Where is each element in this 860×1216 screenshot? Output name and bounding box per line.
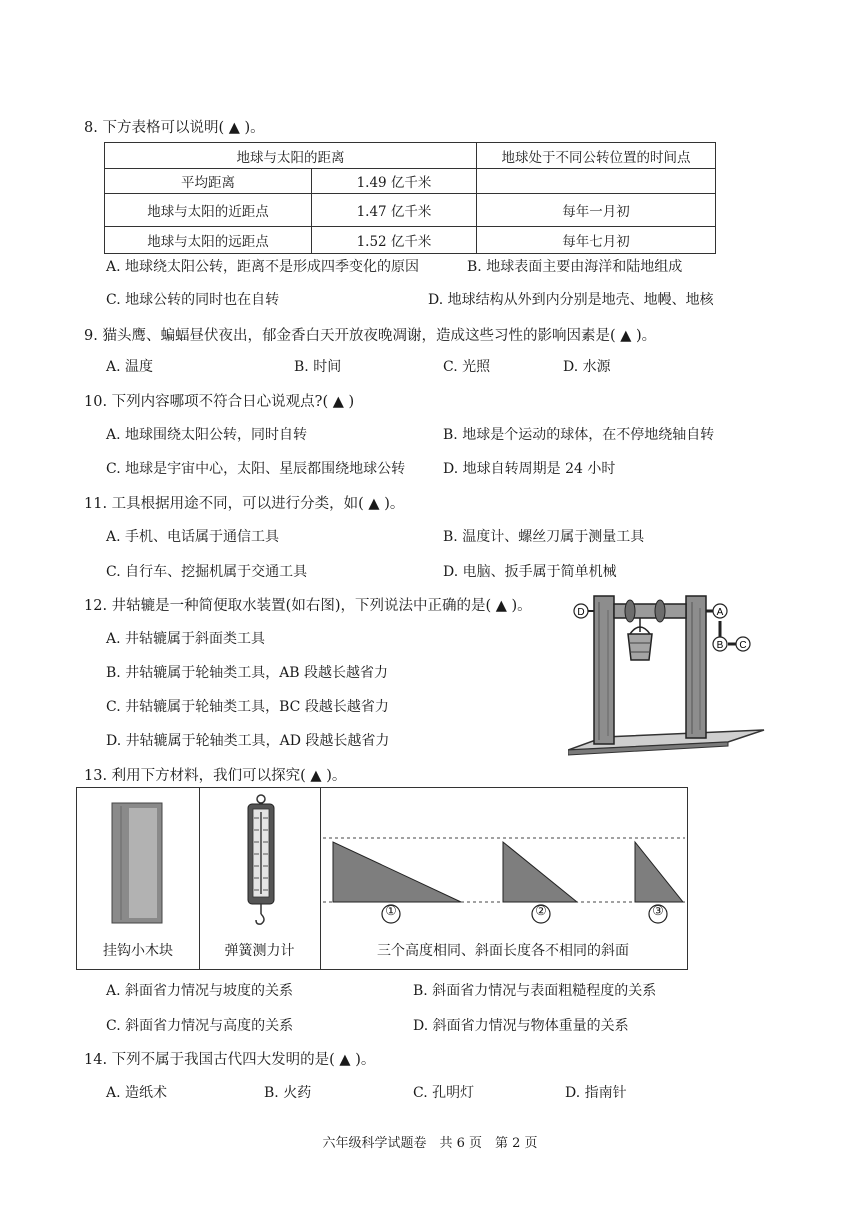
slope-1 xyxy=(333,842,461,902)
table-header-time: 地球处于不同公转位置的时间点 xyxy=(477,143,716,169)
q11-option-a[interactable]: A. 手机、电话属于通信工具 xyxy=(106,529,280,545)
q12-option-b[interactable]: B. 井轱辘属于轮轴类工具，AB 段越长越省力 xyxy=(106,665,389,681)
q10-option-d[interactable]: D. 地球自转周期是 24 小时 xyxy=(443,461,616,477)
q8-option-d[interactable]: D. 地球结构从外到内分别是地壳、地幔、地核 xyxy=(428,292,714,308)
label-d: D xyxy=(577,607,585,618)
table-cell: 1.52 亿千米 xyxy=(312,227,477,254)
slope-3 xyxy=(635,842,683,902)
q11-option-c[interactable]: C. 自行车、挖掘机属于交通工具 xyxy=(106,564,308,580)
question-13-stem: 13. 利用下方材料，我们可以探究( ▲ )。 xyxy=(84,768,347,784)
right-post xyxy=(686,596,706,738)
question-8-stem: 8. 下方表格可以说明( ▲ )。 xyxy=(84,120,265,136)
q13-option-b[interactable]: B. 斜面省力情况与表面粗糙程度的关系 xyxy=(413,983,657,999)
material-block-caption: 挂钩小木块 xyxy=(103,943,173,959)
material-slopes-caption: 三个高度相同、斜面长度各不相同的斜面 xyxy=(377,943,629,959)
table-cell: 平均距离 xyxy=(105,169,312,194)
table-cell xyxy=(477,169,716,194)
q9-option-b[interactable]: B. 时间 xyxy=(294,359,342,375)
q12-option-d[interactable]: D. 井轱辘属于轮轴类工具，AD 段越长越省力 xyxy=(106,733,390,749)
slope-2 xyxy=(503,842,577,902)
table-row xyxy=(105,227,716,254)
label-a: A xyxy=(716,607,724,618)
label-b: B xyxy=(716,640,724,651)
q13-option-d[interactable]: D. 斜面省力情况与物体重量的关系 xyxy=(413,1018,629,1034)
q8-option-a[interactable]: A. 地球绕太阳公转，距离不是形成四季变化的原因 xyxy=(106,259,420,275)
table-row xyxy=(105,169,716,194)
table-cell: 每年一月初 xyxy=(477,194,716,227)
label-c: C xyxy=(739,640,747,651)
q8-option-b[interactable]: B. 地球表面主要由海洋和陆地组成 xyxy=(467,259,683,275)
table-cell: 1.47 亿千米 xyxy=(312,194,477,227)
materials-box xyxy=(76,787,688,970)
q14-option-b[interactable]: B. 火药 xyxy=(264,1085,312,1101)
table-cell: 每年七月初 xyxy=(477,227,716,254)
slope-2-number: ② xyxy=(535,904,547,919)
q10-option-b[interactable]: B. 地球是个运动的球体，在不停地绕轴自转 xyxy=(443,427,715,443)
q12-option-c[interactable]: C. 井轱辘属于轮轴类工具，BC 段越长越省力 xyxy=(106,699,389,715)
q10-option-a[interactable]: A. 地球围绕太阳公转，同时自转 xyxy=(106,427,308,443)
q12-option-a[interactable]: A. 井轱辘属于斜面类工具 xyxy=(106,631,266,647)
material-scale-caption: 弹簧测力计 xyxy=(224,943,295,959)
question-11-stem: 11. 工具根据用途不同，可以进行分类，如( ▲ )。 xyxy=(84,496,405,512)
slope-1-number: ① xyxy=(385,904,397,919)
bucket xyxy=(628,634,652,660)
q13-option-c[interactable]: C. 斜面省力情况与高度的关系 xyxy=(106,1018,294,1034)
slope-3-number: ③ xyxy=(652,904,664,919)
question-10-stem: 10. 下列内容哪项不符合日心说观点?( ▲ ) xyxy=(84,394,355,410)
q11-option-d[interactable]: D. 电脑、扳手属于简单机械 xyxy=(443,564,617,580)
table-header-distance: 地球与太阳的距离 xyxy=(105,143,477,169)
table-cell: 地球与太阳的远距点 xyxy=(105,227,312,254)
q11-option-b[interactable]: B. 温度计、螺丝刀属于测量工具 xyxy=(443,529,645,545)
table-cell: 地球与太阳的近距点 xyxy=(105,194,312,227)
q13-option-a[interactable]: A. 斜面省力情况与坡度的关系 xyxy=(106,983,294,999)
q14-option-d[interactable]: D. 指南针 xyxy=(565,1085,627,1101)
question-12-stem: 12. 井轱辘是一种简便取水装置(如右图)，下列说法中正确的是( ▲ )。 xyxy=(84,598,532,614)
q14-option-c[interactable]: C. 孔明灯 xyxy=(413,1085,475,1101)
slopes-image xyxy=(323,828,685,934)
q9-option-d[interactable]: D. 水源 xyxy=(563,359,611,375)
q10-option-c[interactable]: C. 地球是宇宙中心，太阳、星辰都围绕地球公转 xyxy=(106,461,406,477)
spring-scale-image xyxy=(241,794,281,928)
q8-option-c[interactable]: C. 地球公转的同时也在自转 xyxy=(106,292,280,308)
q14-option-a[interactable]: A. 造纸术 xyxy=(106,1085,168,1101)
left-post xyxy=(594,596,614,744)
question-14-stem: 14. 下列不属于我国古代四大发明的是( ▲ )。 xyxy=(84,1052,376,1068)
question-9-stem: 9. 猫头鹰、蝙蝠昼伏夜出，郁金香白天开放夜晚凋谢，造成这些习性的影响因素是( ▲ )。 xyxy=(84,328,657,344)
wood-block-image xyxy=(111,802,163,924)
table-cell: 1.49 亿千米 xyxy=(312,169,477,194)
page-footer: 六年级科学试题卷 共 6 页 第 2 页 xyxy=(322,1136,538,1151)
q9-option-c[interactable]: C. 光照 xyxy=(443,359,491,375)
windlass-figure xyxy=(568,590,768,762)
distance-table xyxy=(104,142,716,254)
table-row xyxy=(105,194,716,227)
q9-option-a[interactable]: A. 温度 xyxy=(106,359,154,375)
